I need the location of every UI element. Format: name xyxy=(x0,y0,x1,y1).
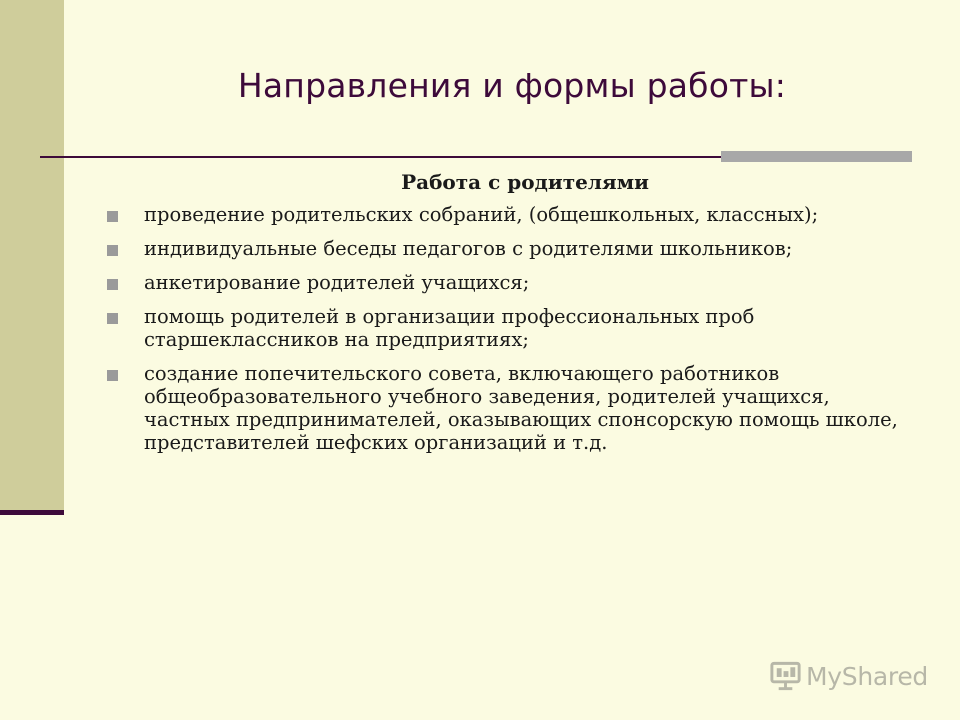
bullet-text: индивидуальные беседы педагогов с родителями школьников; xyxy=(144,237,793,260)
bullet-item xyxy=(100,362,920,454)
bullet-text: проведение родительских собраний, (общешкольных, классных); xyxy=(144,203,819,226)
square-bullet-icon xyxy=(107,245,118,256)
bullet-item xyxy=(100,305,920,351)
title-divider-accent xyxy=(721,151,912,162)
square-bullet-icon xyxy=(107,211,118,222)
presentation-board-icon xyxy=(768,658,803,694)
watermark-text: MyShared xyxy=(806,661,928,691)
slide-title: Направления и формы работы: xyxy=(237,66,787,105)
bullet-text: помощь родителей в организации профессиональных проб старшеклассников на предприятиях; xyxy=(144,305,755,351)
side-accent-bar xyxy=(0,0,64,510)
myshared-watermark[interactable] xyxy=(768,656,928,696)
slide-content xyxy=(100,170,920,465)
bullet-item xyxy=(100,271,920,294)
square-bullet-icon xyxy=(107,313,118,324)
bullet-text: создание попечительского совета, включающего работников общеобразовательного учебного заведения, родителей учащихся, частных предпринимателей, оказывающих спонсорскую помощь школе, представителей шефских организаций и т.д. xyxy=(144,362,898,454)
square-bullet-icon xyxy=(107,279,118,290)
bullet-item xyxy=(100,203,920,226)
side-accent-underline xyxy=(0,510,64,515)
bullet-text: анкетирование родителей учащихся; xyxy=(144,271,530,294)
bullet-item xyxy=(100,237,920,260)
section-heading: Работа с родителями xyxy=(401,170,649,194)
bullet-list xyxy=(100,203,920,454)
square-bullet-icon xyxy=(107,370,118,381)
